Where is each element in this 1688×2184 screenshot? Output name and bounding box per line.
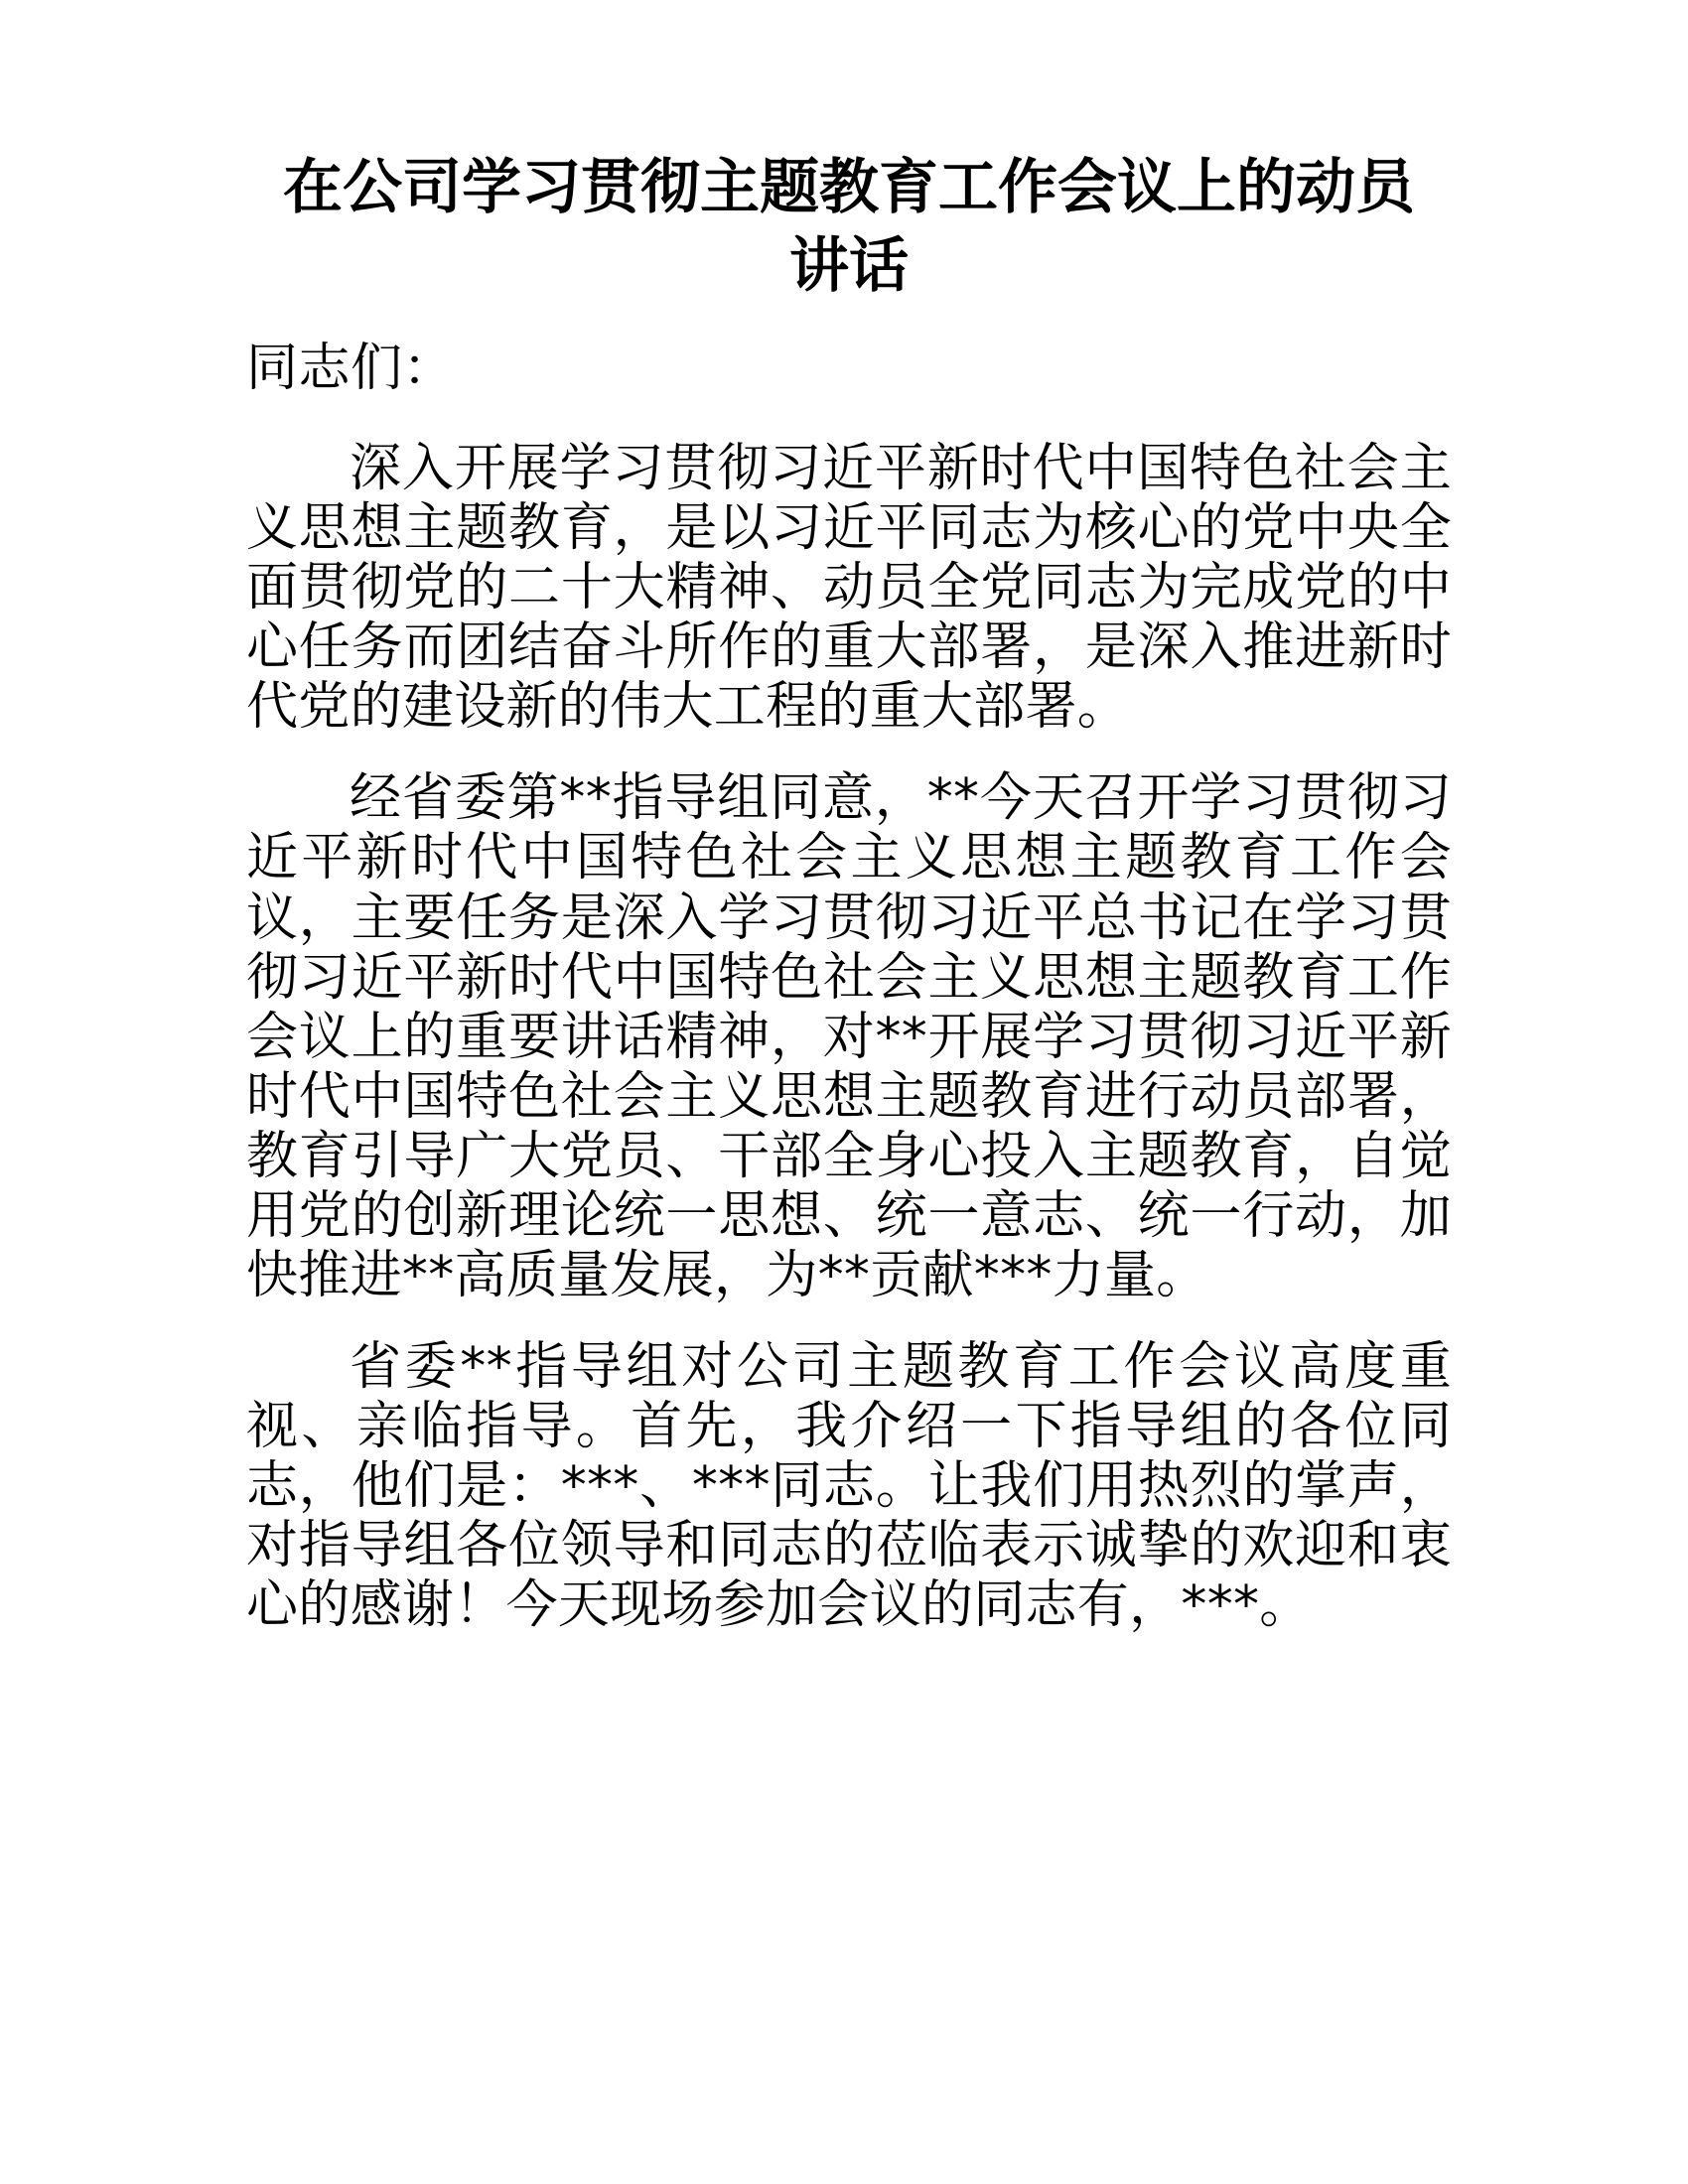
body-paragraph-2: 经省委第**指导组同意，**今天召开学习贯彻习近平新时代中国特色社会主义思想主题教育工作会议，主要任务是深入学习贯彻习近平总书记在学习贯彻习近平新时代中国特色社会主义思想主题教育工作会议上的重要讲话精神，对**开展学习贯彻习近平新时代中国特色社会主义思想主题教育进行动员部署，教育引导广大党员、干部全身心投入主题教育，自觉用党的创新理论统一思想、统一意志、统一行动，加快推进**高质量发展，为**贡献***力量。 [246,768,1452,1305]
page-title: 在公司学习贯彻主题教育工作会议上的动员讲话 [283,153,1415,302]
salutation: 同志们： [246,339,456,399]
body-paragraph-3: 省委**指导组对公司主题教育工作会议高度重视、亲临指导。首先，我介绍一下指导组的各位同志，他们是：***、***同志。让我们用热烈的掌声，对指导组各位领导和同志的莅临表示诚挚的欢迎和衷心的感谢！今天现场参加会议的同志有，***。 [246,1336,1452,1636]
body-paragraph-1: 深入开展学习贯彻习近平新时代中国特色社会主义思想主题教育，是以习近平同志为核心的党中央全面贯彻党的二十大精神、动员全党同志为完成党的中心任务而团结奋斗所作的重大部署，是深入推进新时代党的建设新的伟大工程的重大部署。 [246,439,1452,738]
document-content [246,149,1452,1635]
